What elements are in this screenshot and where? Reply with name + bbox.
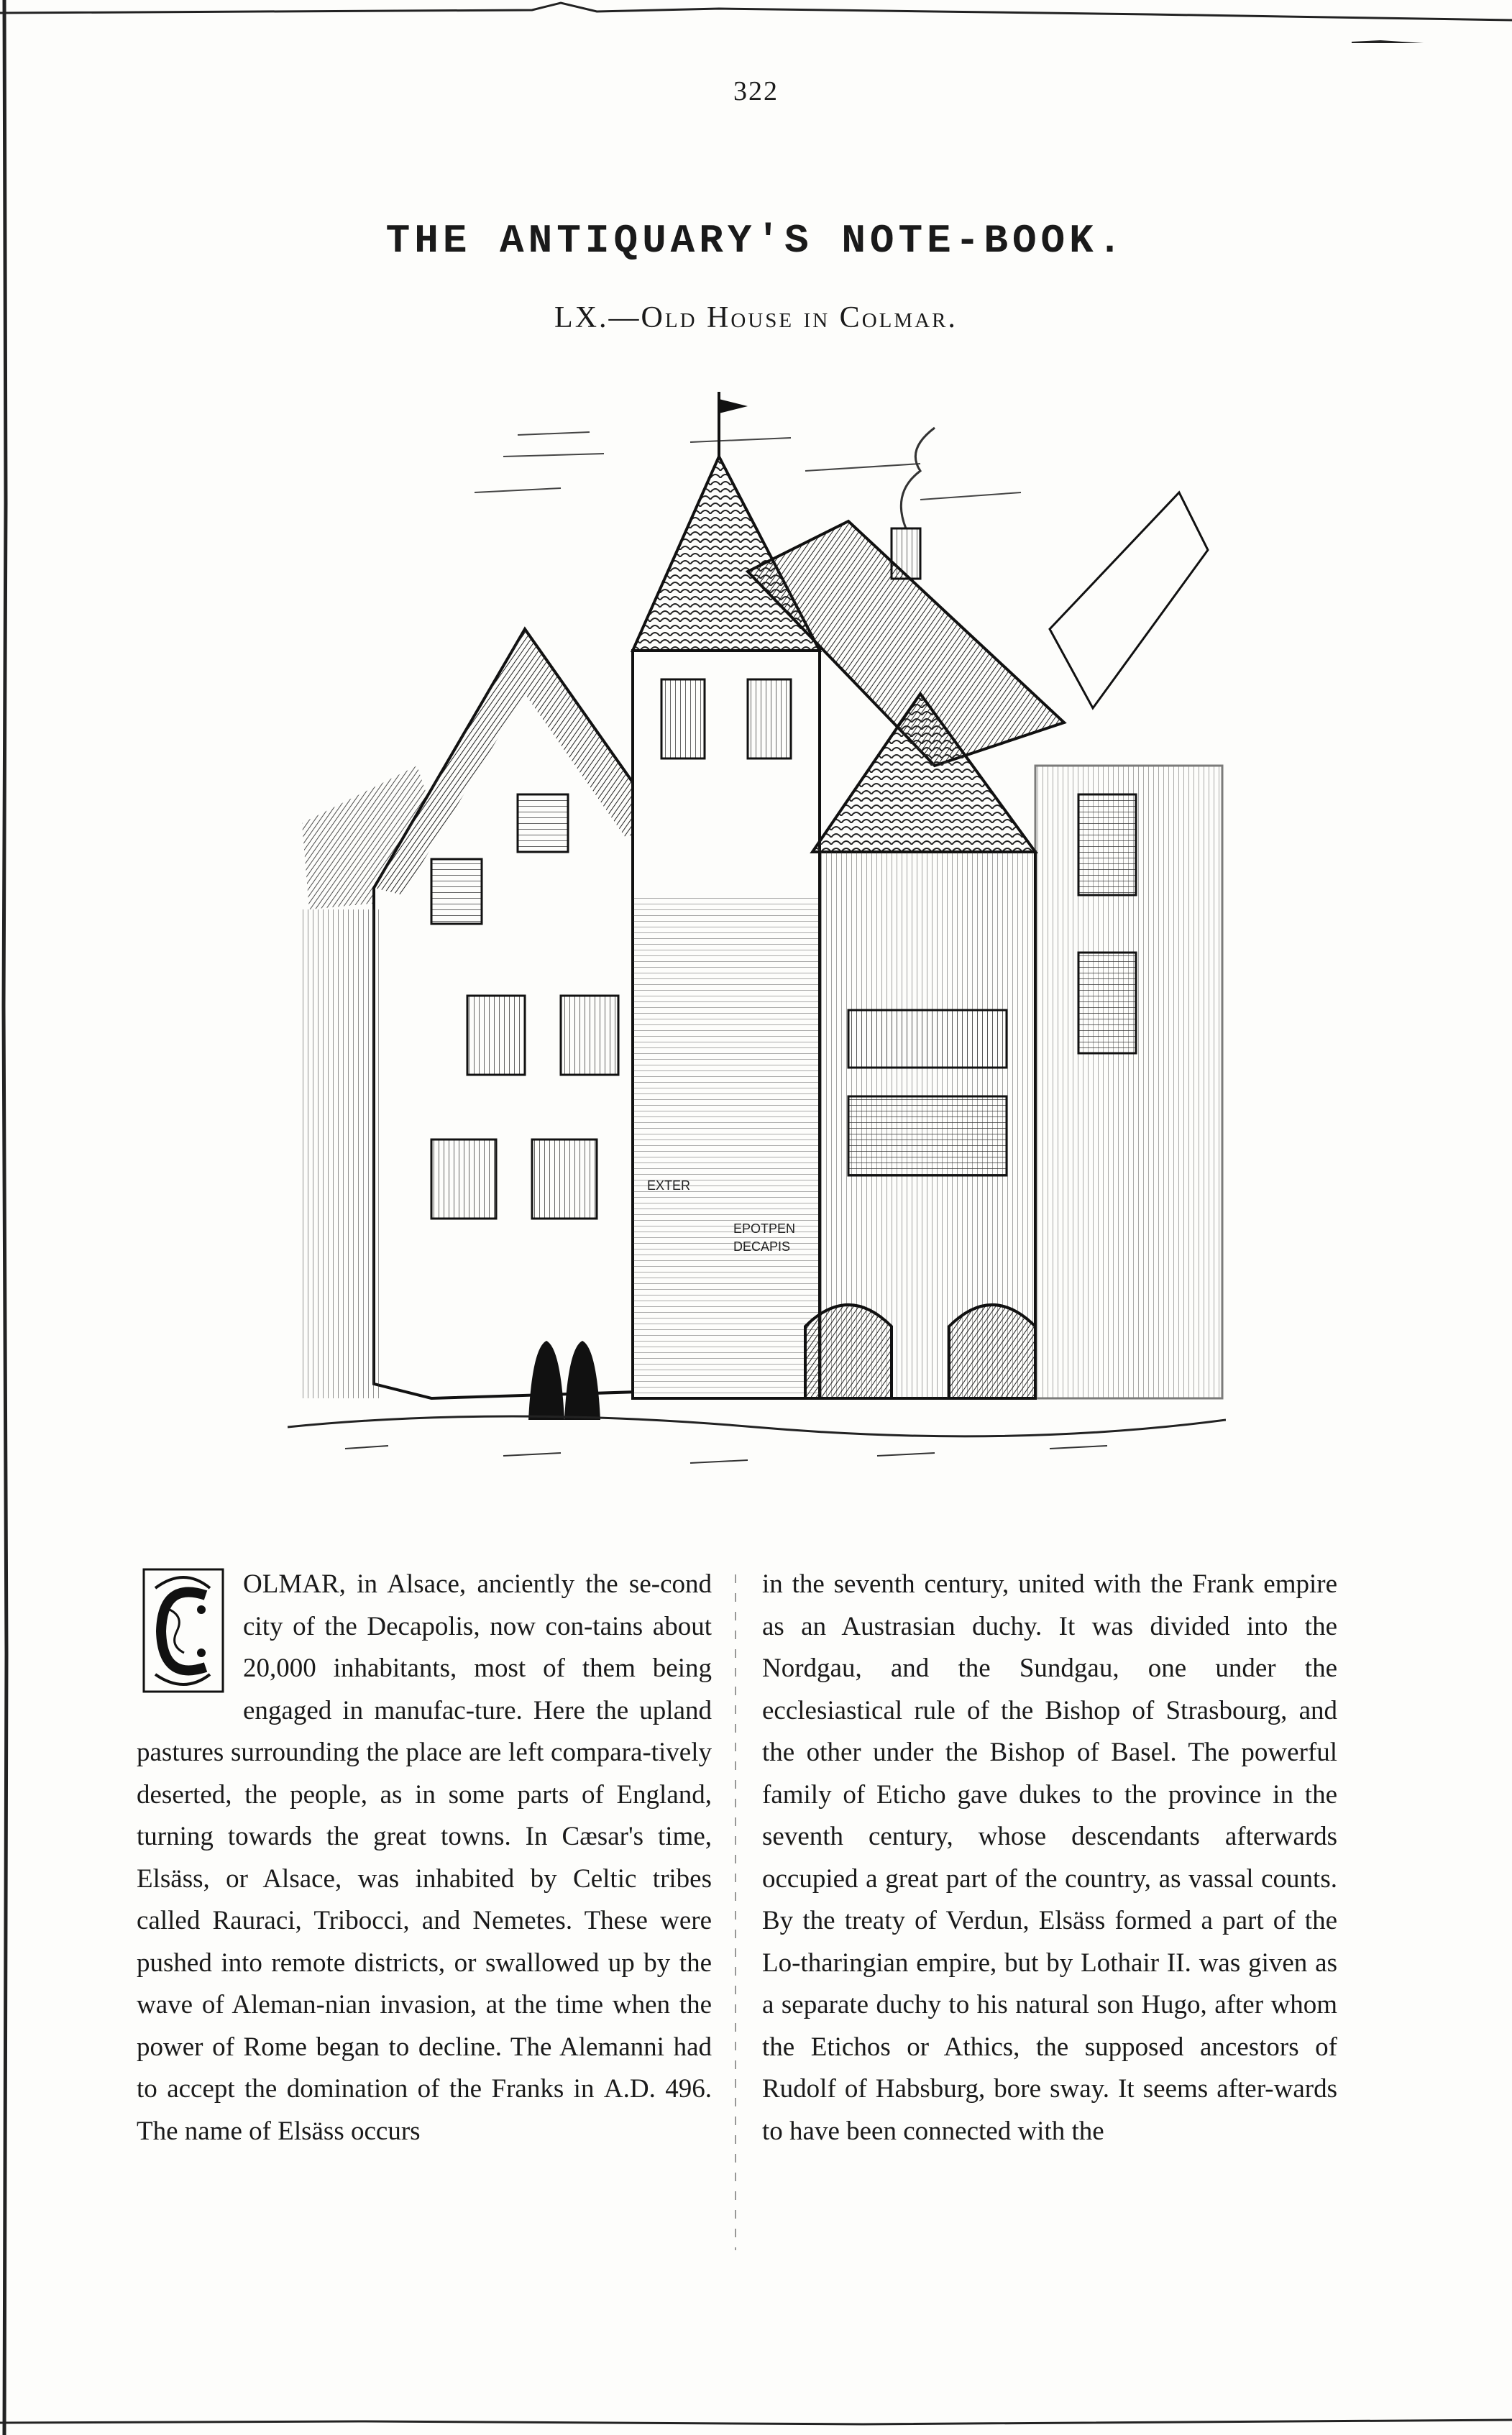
page-number: 322	[733, 76, 779, 106]
text-column-right	[762, 1564, 1337, 2152]
paragraph-colmar-intro	[137, 1564, 712, 2152]
sign-decapis: DECAPIS	[733, 1239, 791, 1254]
running-title: THE ANTIQUARY'S NOTE-BOOK.	[385, 218, 1127, 264]
left-column-tail: 496. The name of Elsäss occurs	[137, 2074, 712, 2146]
left-column-text: in Alsace, anciently the se-cond city of the Decapolis, now con-tains about 20,000 inhabitants, most of them being engaged in manufac-ture. Here the upland pastures surrounding the place are left compara-tively deserted, the people, as in some parts of England, turning towards the great towns. In Cæsar's time, Elsäss, or Alsace, was inhabited by Celtic tribes called Rauraci, Tribocci, and Nemetes. These were pushed into remote districts, or swallowed up by the wave of Aleman-nian invasion, at the time when the power of Rome began to decline. The Alemanni had to accept the domination of the Franks in	[137, 1569, 712, 2104]
text-column-left	[137, 1564, 712, 2152]
scan-left-edge	[0, 0, 22, 2435]
date-era: A.D.	[603, 2074, 656, 2104]
lead-word: OLMAR,	[243, 1569, 346, 1599]
sign-epotpen: EPOTPEN	[733, 1221, 796, 1236]
scan-bottom-edge	[0, 2394, 1512, 2435]
column-rule	[735, 1574, 736, 2250]
engraving-old-house-colmar	[288, 392, 1226, 1492]
right-column-text: in the seventh century, united with the Frank empire as an Austrasian duchy. It was divided into the Nordgau, and the Sundgau, one under the ecclesiastical rule of the Bishop of Strasbourg, and the other under the Bishop of Basel. The powerful family of Eticho gave dukes to the province in the seventh century, whose descendants afterwards occupied a great part of the country, as vassal counts. By the treaty of Verdun, Elsäss formed a part of the Lo-tharingian empire, but by Lothair II. was given as a separate duchy to his natural son Hugo, after whom the Etichos or Athics, the supposed ancestors of Rudolf of Habsburg, bore sway. It seems after-wards to have been connected with the	[762, 1569, 1337, 2146]
scan-top-edge	[0, 0, 1512, 43]
article-title: LX.—Old House in Colmar.	[554, 301, 958, 334]
ornamental-dropcap-c	[141, 1567, 226, 1695]
sign-exter: EXTER	[647, 1178, 691, 1193]
